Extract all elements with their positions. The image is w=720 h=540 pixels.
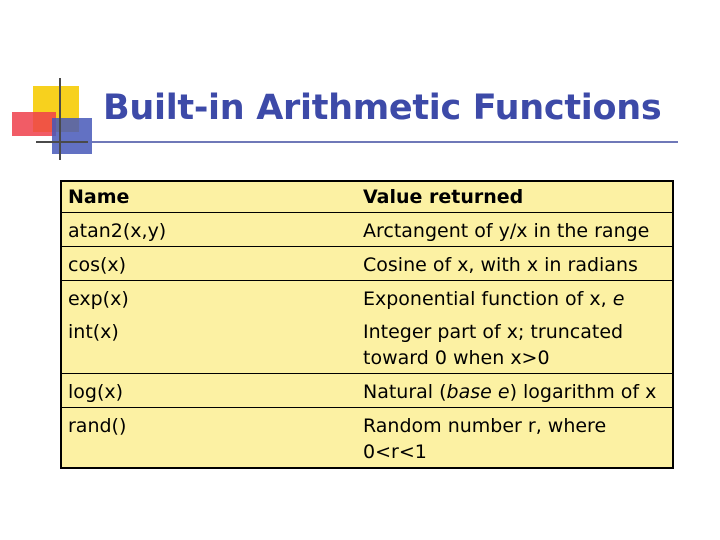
- function-name: log(x): [61, 374, 353, 408]
- table-row: [61, 314, 673, 374]
- slide-title: Built-in Arithmetic Functions: [103, 88, 662, 128]
- function-name: rand(): [68, 415, 127, 437]
- table-row: [61, 213, 673, 247]
- title-underline: [92, 141, 678, 143]
- function-description: Cosine of x, with x in radians: [353, 247, 673, 281]
- logo-red-bar: [12, 112, 56, 136]
- description-emphasis: e: [612, 288, 625, 310]
- description-text: Natural (: [363, 381, 447, 403]
- table-row: [61, 281, 673, 315]
- description-emphasis: base e: [446, 381, 510, 403]
- header-name: Name: [61, 181, 353, 213]
- functions-table: [60, 180, 674, 469]
- table-header-row: [61, 181, 673, 213]
- function-description: [353, 374, 673, 408]
- function-name: exp(x): [68, 288, 129, 310]
- function-name: int(x): [61, 314, 353, 374]
- function-description: [353, 281, 673, 315]
- function-name: atan2(x,y): [61, 213, 353, 247]
- function-description: Random number r, where 0<r<1: [363, 415, 607, 463]
- table-row: [61, 408, 673, 469]
- function-description: Arctangent of y/x in the range: [353, 213, 673, 247]
- description-text: ) logarithm of x: [509, 381, 657, 403]
- logo-blue-square: [52, 118, 92, 154]
- function-description: Integer part of x; truncated toward 0 when x>0: [353, 314, 673, 374]
- description-text: Exponential function of x,: [363, 288, 613, 310]
- table-row: [61, 374, 673, 408]
- logo-horizontal-line: [36, 141, 88, 143]
- header-value-returned: Value returned: [353, 181, 673, 213]
- function-name: cos(x): [61, 247, 353, 281]
- table-row: [61, 247, 673, 281]
- logo-vertical-line: [59, 78, 61, 160]
